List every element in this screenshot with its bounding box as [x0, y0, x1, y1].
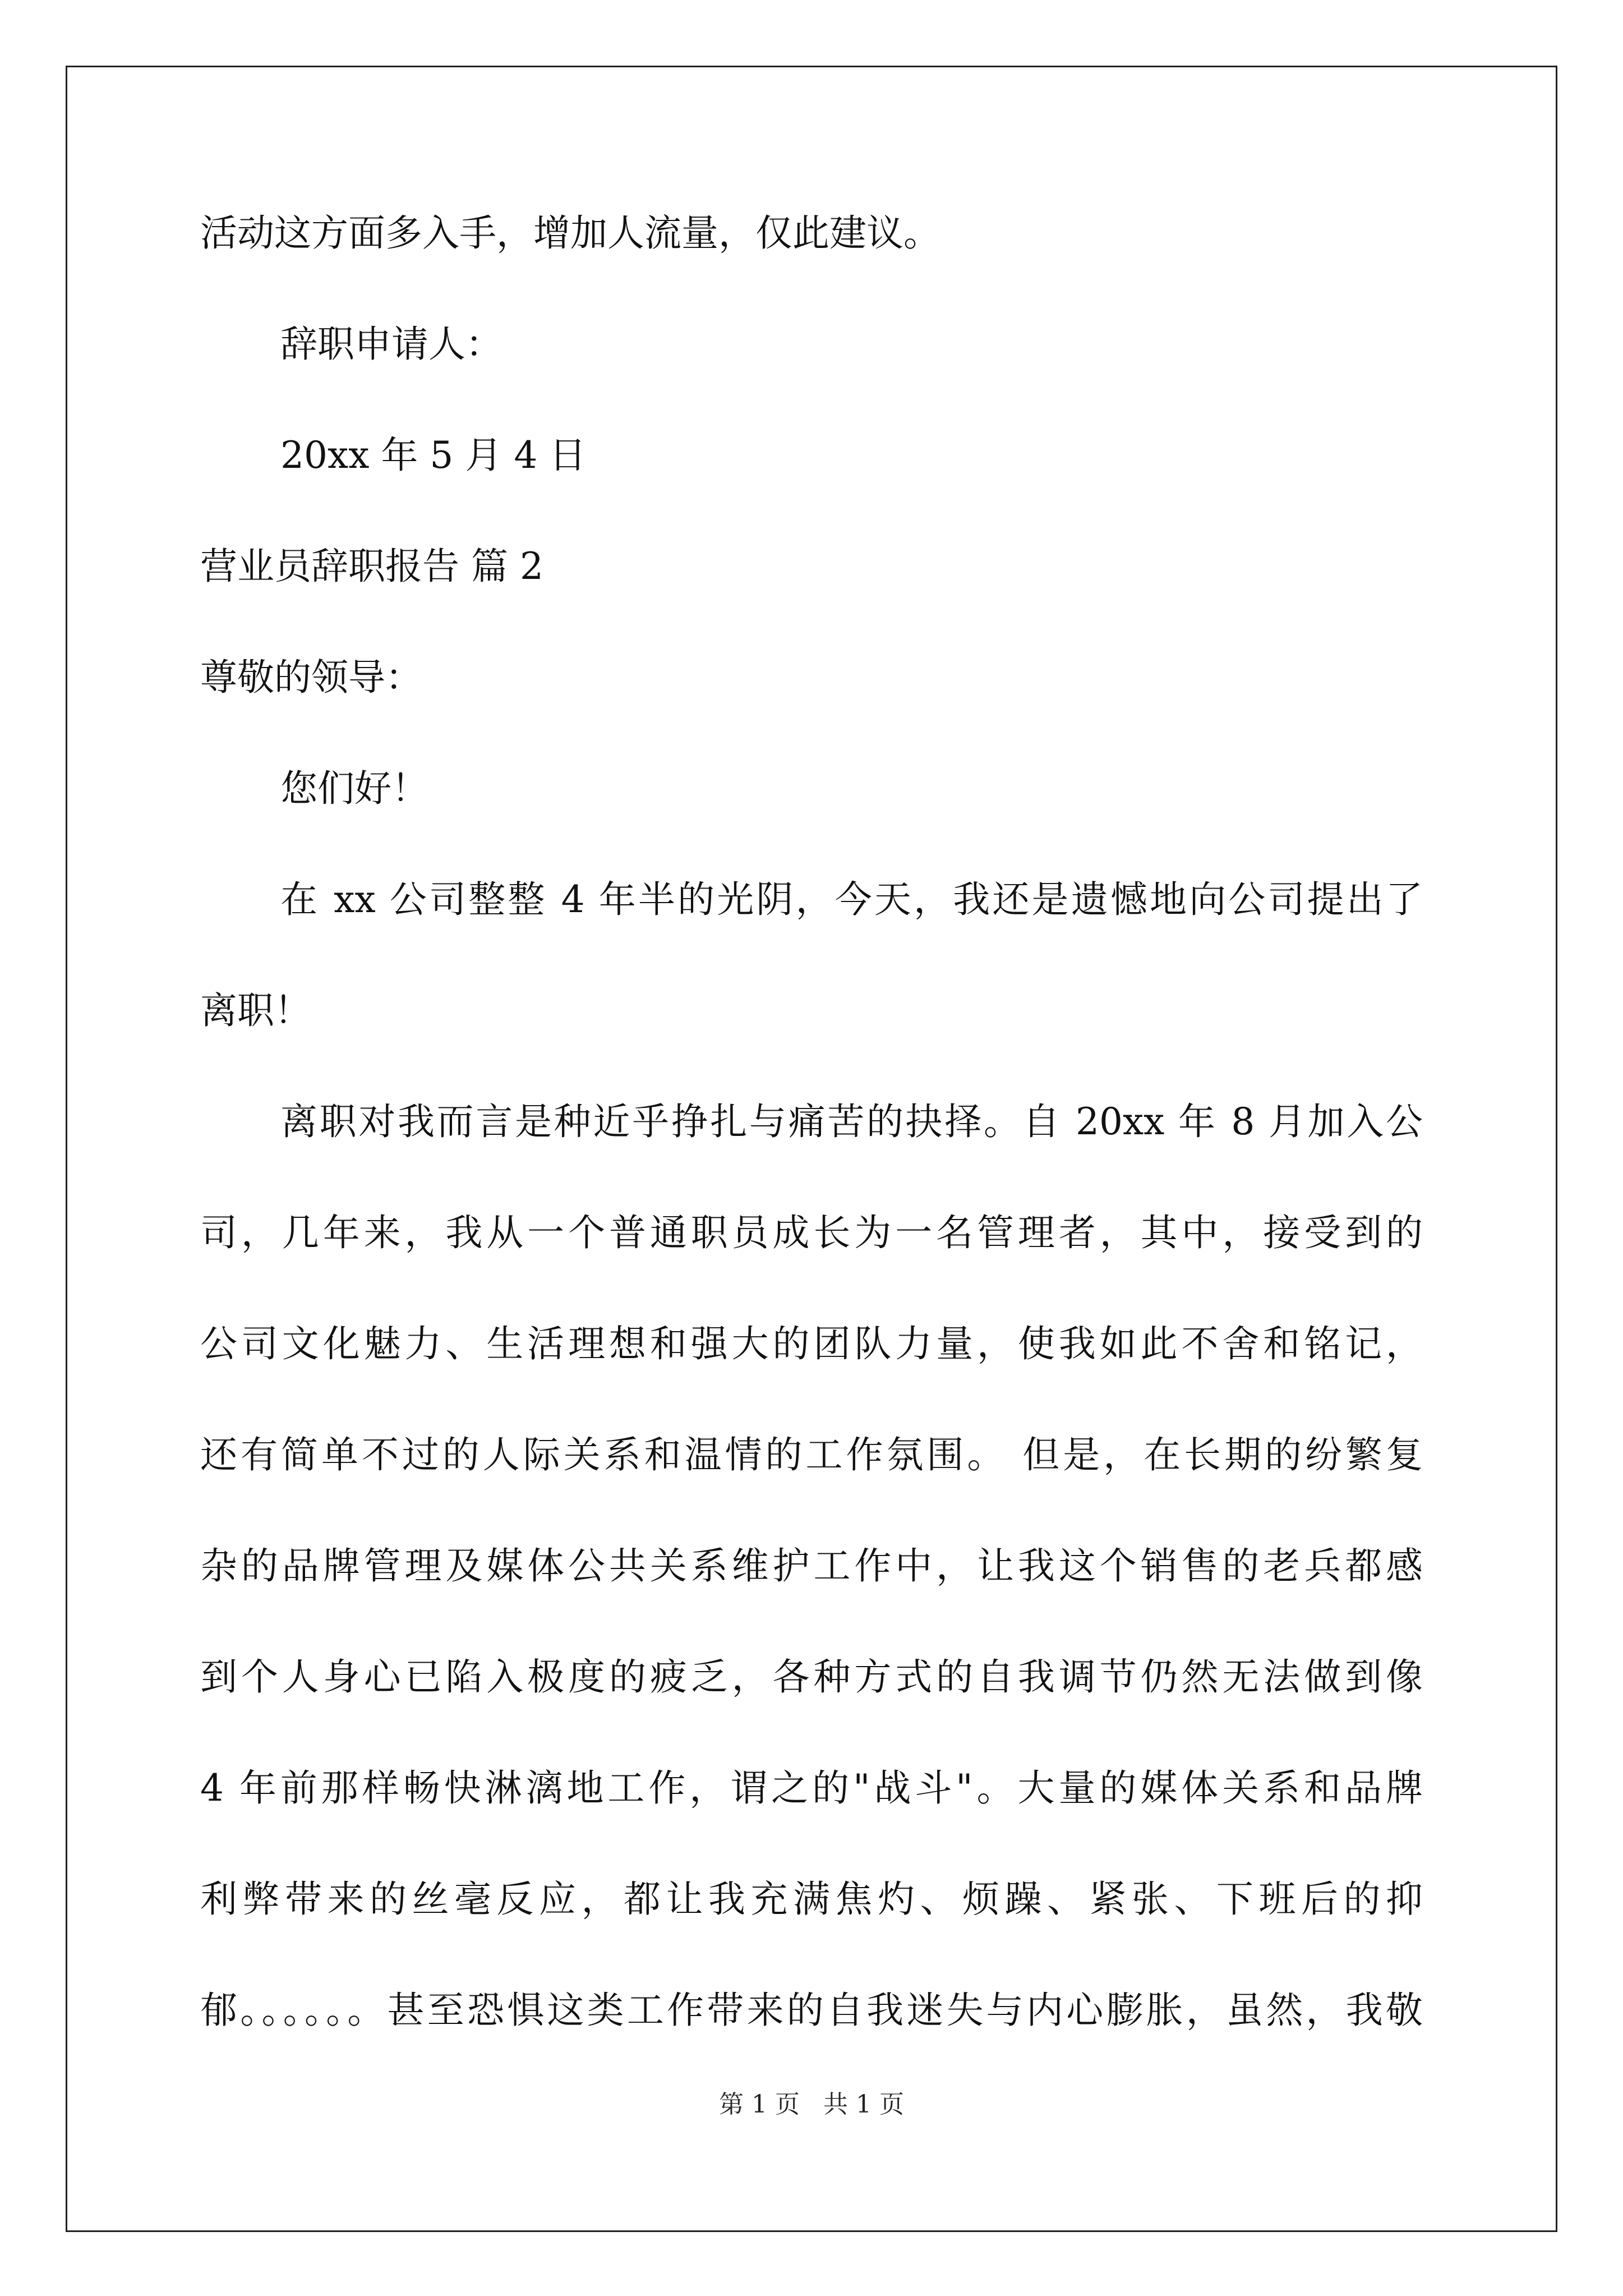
paragraph-2-line-9: 郁。。。。。。甚至恐惧这类工作带来的自我迷失与内心膨胀，虽然，我敬: [200, 1989, 1423, 2032]
paragraph-2-line-2: 司，几年来，我从一个普通职员成长为一名管理者，其中，接受到的: [200, 1211, 1423, 1254]
paragraph-2-line-5: 杂的品牌管理及媒体公共关系维护工作中，让我这个销售的老兵都感: [200, 1544, 1423, 1588]
paragraph-2-line-3: 公司文化魅力、生活理想和强大的团队力量，使我如此不舍和铭记，: [200, 1322, 1423, 1365]
paragraph-2-line-7: 4 年前那样畅快淋漓地工作，谓之的"战斗"。大量的媒体关系和品牌: [200, 1766, 1423, 1810]
paragraph-2-line-8: 利弊带来的丝毫反应，都让我充满焦灼、烦躁、紧张、下班后的抑: [200, 1878, 1423, 1921]
paragraph-2-line-4: 还有简单不过的人际关系和温情的工作氛围。 但是，在长期的纷繁复: [200, 1433, 1423, 1476]
salutation: 尊敬的领导：: [200, 656, 422, 699]
paragraph-1-line-2: 离职！: [200, 989, 311, 1032]
paragraph-2-line-6: 到个人身心已陷入极度的疲乏，各种方式的自我调节仍然无法做到像: [200, 1655, 1423, 1699]
section-title: 营业员辞职报告 篇 2: [200, 545, 543, 588]
date-line: 20xx 年 5 月 4 日: [280, 434, 587, 477]
page-footer: 第 1 页 共 1 页: [719, 2090, 904, 2119]
text-line-1: 活动这方面多入手，增加人流量，仅此建议。: [200, 211, 940, 255]
greeting: 您们好！: [280, 767, 428, 810]
signature-label: 辞职申请人：: [280, 323, 502, 366]
paragraph-2-line-1: 离职对我而言是种近乎挣扎与痛苦的抉择。自 20xx 年 8 月加入公: [280, 1100, 1423, 1143]
paragraph-1-line-1: 在 xx 公司整整 4 年半的光阴，今天，我还是遗憾地向公司提出了: [280, 878, 1423, 921]
